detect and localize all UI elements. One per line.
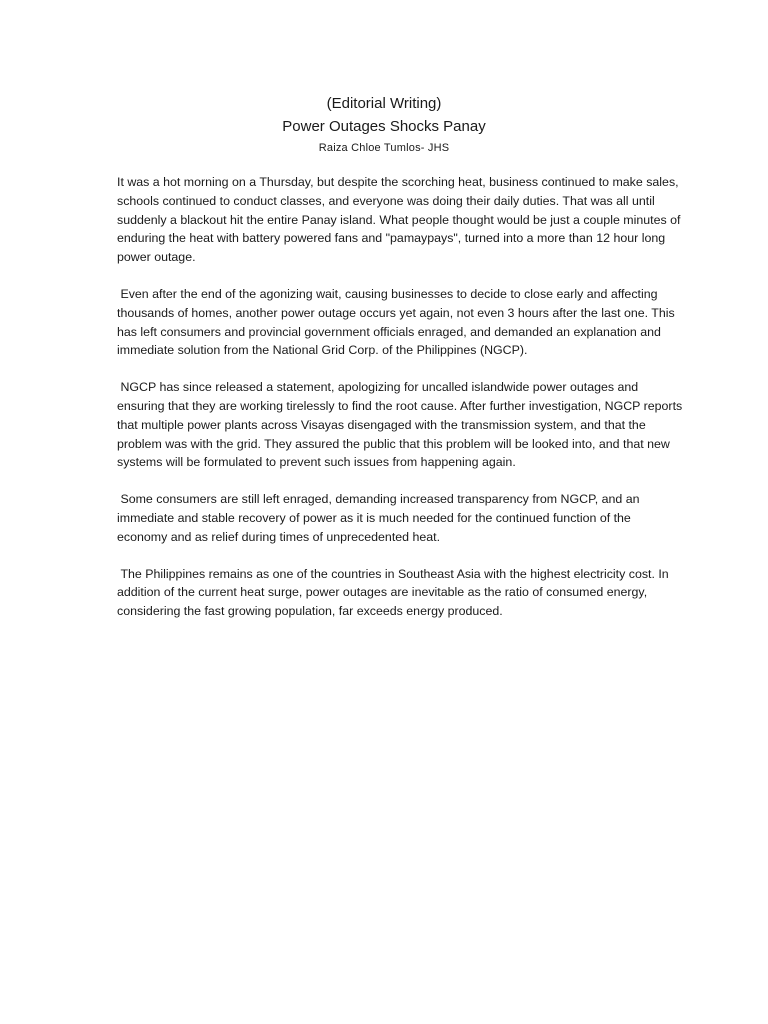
article-body xyxy=(117,173,686,639)
article-kicker: (Editorial Writing) xyxy=(326,95,442,112)
article-paragraph: The Philippines remains as one of the countries in Southeast Asia with the highest electricity cost. In addition of the current heat surge, power outages are inevitable as the ratio of consumed energy, considering the fast growing population, far exceeds energy produced. xyxy=(117,566,673,619)
article-paragraph: Even after the end of the agonizing wait, causing businesses to decide to close early and affecting thousands of homes, another power outage occurs yet again, not even 3 hours after the last one. This has left consumers and provincial government officials enraged, and demanded an explanation and immediate solution from the National Grid Corp. of the Philippines (NGCP). xyxy=(117,286,679,358)
article-paragraph: NGCP has since released a statement, apologizing for uncalled islandwide power outages and ensuring that they are working tirelessly to find the root cause. After further investigation, NGCP reports that multiple power plants across Visayas disengaged with the transmission system, and that the problem was with the grid. They assured the public that this problem will be looked into, and that new systems will be formulated to prevent such issues from happening again. xyxy=(117,380,686,470)
article-byline: Raiza Chloe Tumlos- JHS xyxy=(318,142,450,154)
article-paragraph: Some consumers are still left enraged, demanding increased transparency from NGCP, and an immediate and stable recovery of power as it is much needed for the continued function of the economy and as relief during times of unprecedented heat. xyxy=(117,492,643,544)
document-header xyxy=(0,94,768,156)
article-paragraph: It was a hot morning on a Thursday, but despite the scorching heat, business continued to make sales, schools continued to conduct classes, and everyone was doing their daily duties. That was all until suddenly a blackout hit the entire Panay island. What people thought would be just a couple minutes of enduring the heat with battery powered fans and "pamaypays", turned into a more than 12 hour long power outage. xyxy=(117,175,684,265)
article-title: Power Outages Shocks Panay xyxy=(282,118,486,135)
